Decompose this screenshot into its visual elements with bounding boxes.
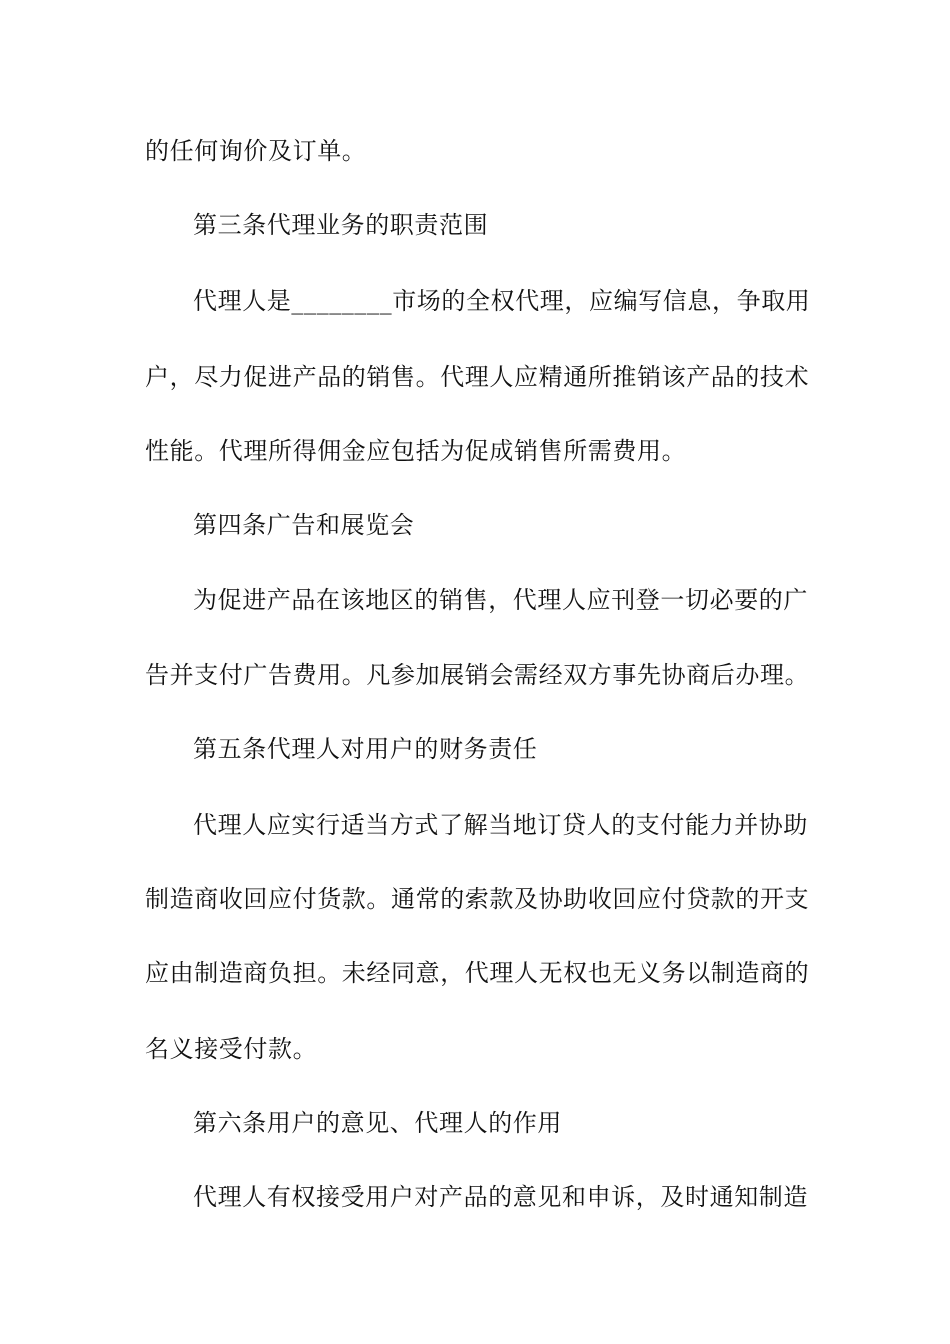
paragraph-line: 代理人应实行适当方式了解当地订贷人的支付能力并协助: [193, 811, 808, 839]
paragraph-line: 代理人有权接受用户对产品的意见和申诉，及时通知制造: [193, 1183, 808, 1211]
paragraph-line: 名义接受付款。: [145, 1035, 318, 1063]
paragraph-line: 制造商收回应付货款。通常的索款及协助收回应付贷款的开支: [145, 885, 810, 913]
paragraph-line: 应由制造商负担。未经同意，代理人无权也无义务以制造商的: [145, 959, 810, 987]
paragraph-line: 为促进产品在该地区的销售，代理人应刊登一切必要的广: [193, 586, 808, 614]
paragraph-line: 性能。代理所得佣金应包括为促成销售所需费用。: [145, 437, 687, 465]
paragraph-line: 告并支付广告费用。凡参加展销会需经双方事先协商后办理。: [145, 661, 810, 689]
section-heading-3: 第三条代理业务的职责范围: [193, 211, 489, 239]
paragraph-line: 的任何询价及订单。: [145, 137, 367, 165]
paragraph-line: 户，尽力促进产品的销售。代理人应精通所推销该产品的技术: [145, 363, 810, 391]
paragraph-line: 代理人是________市场的全权代理，应编写信息，争取用: [193, 287, 811, 315]
section-heading-4: 第四条广告和展览会: [193, 511, 415, 539]
section-heading-6: 第六条用户的意见、代理人的作用: [193, 1109, 562, 1137]
section-heading-5: 第五条代理人对用户的财务责任: [193, 735, 538, 763]
